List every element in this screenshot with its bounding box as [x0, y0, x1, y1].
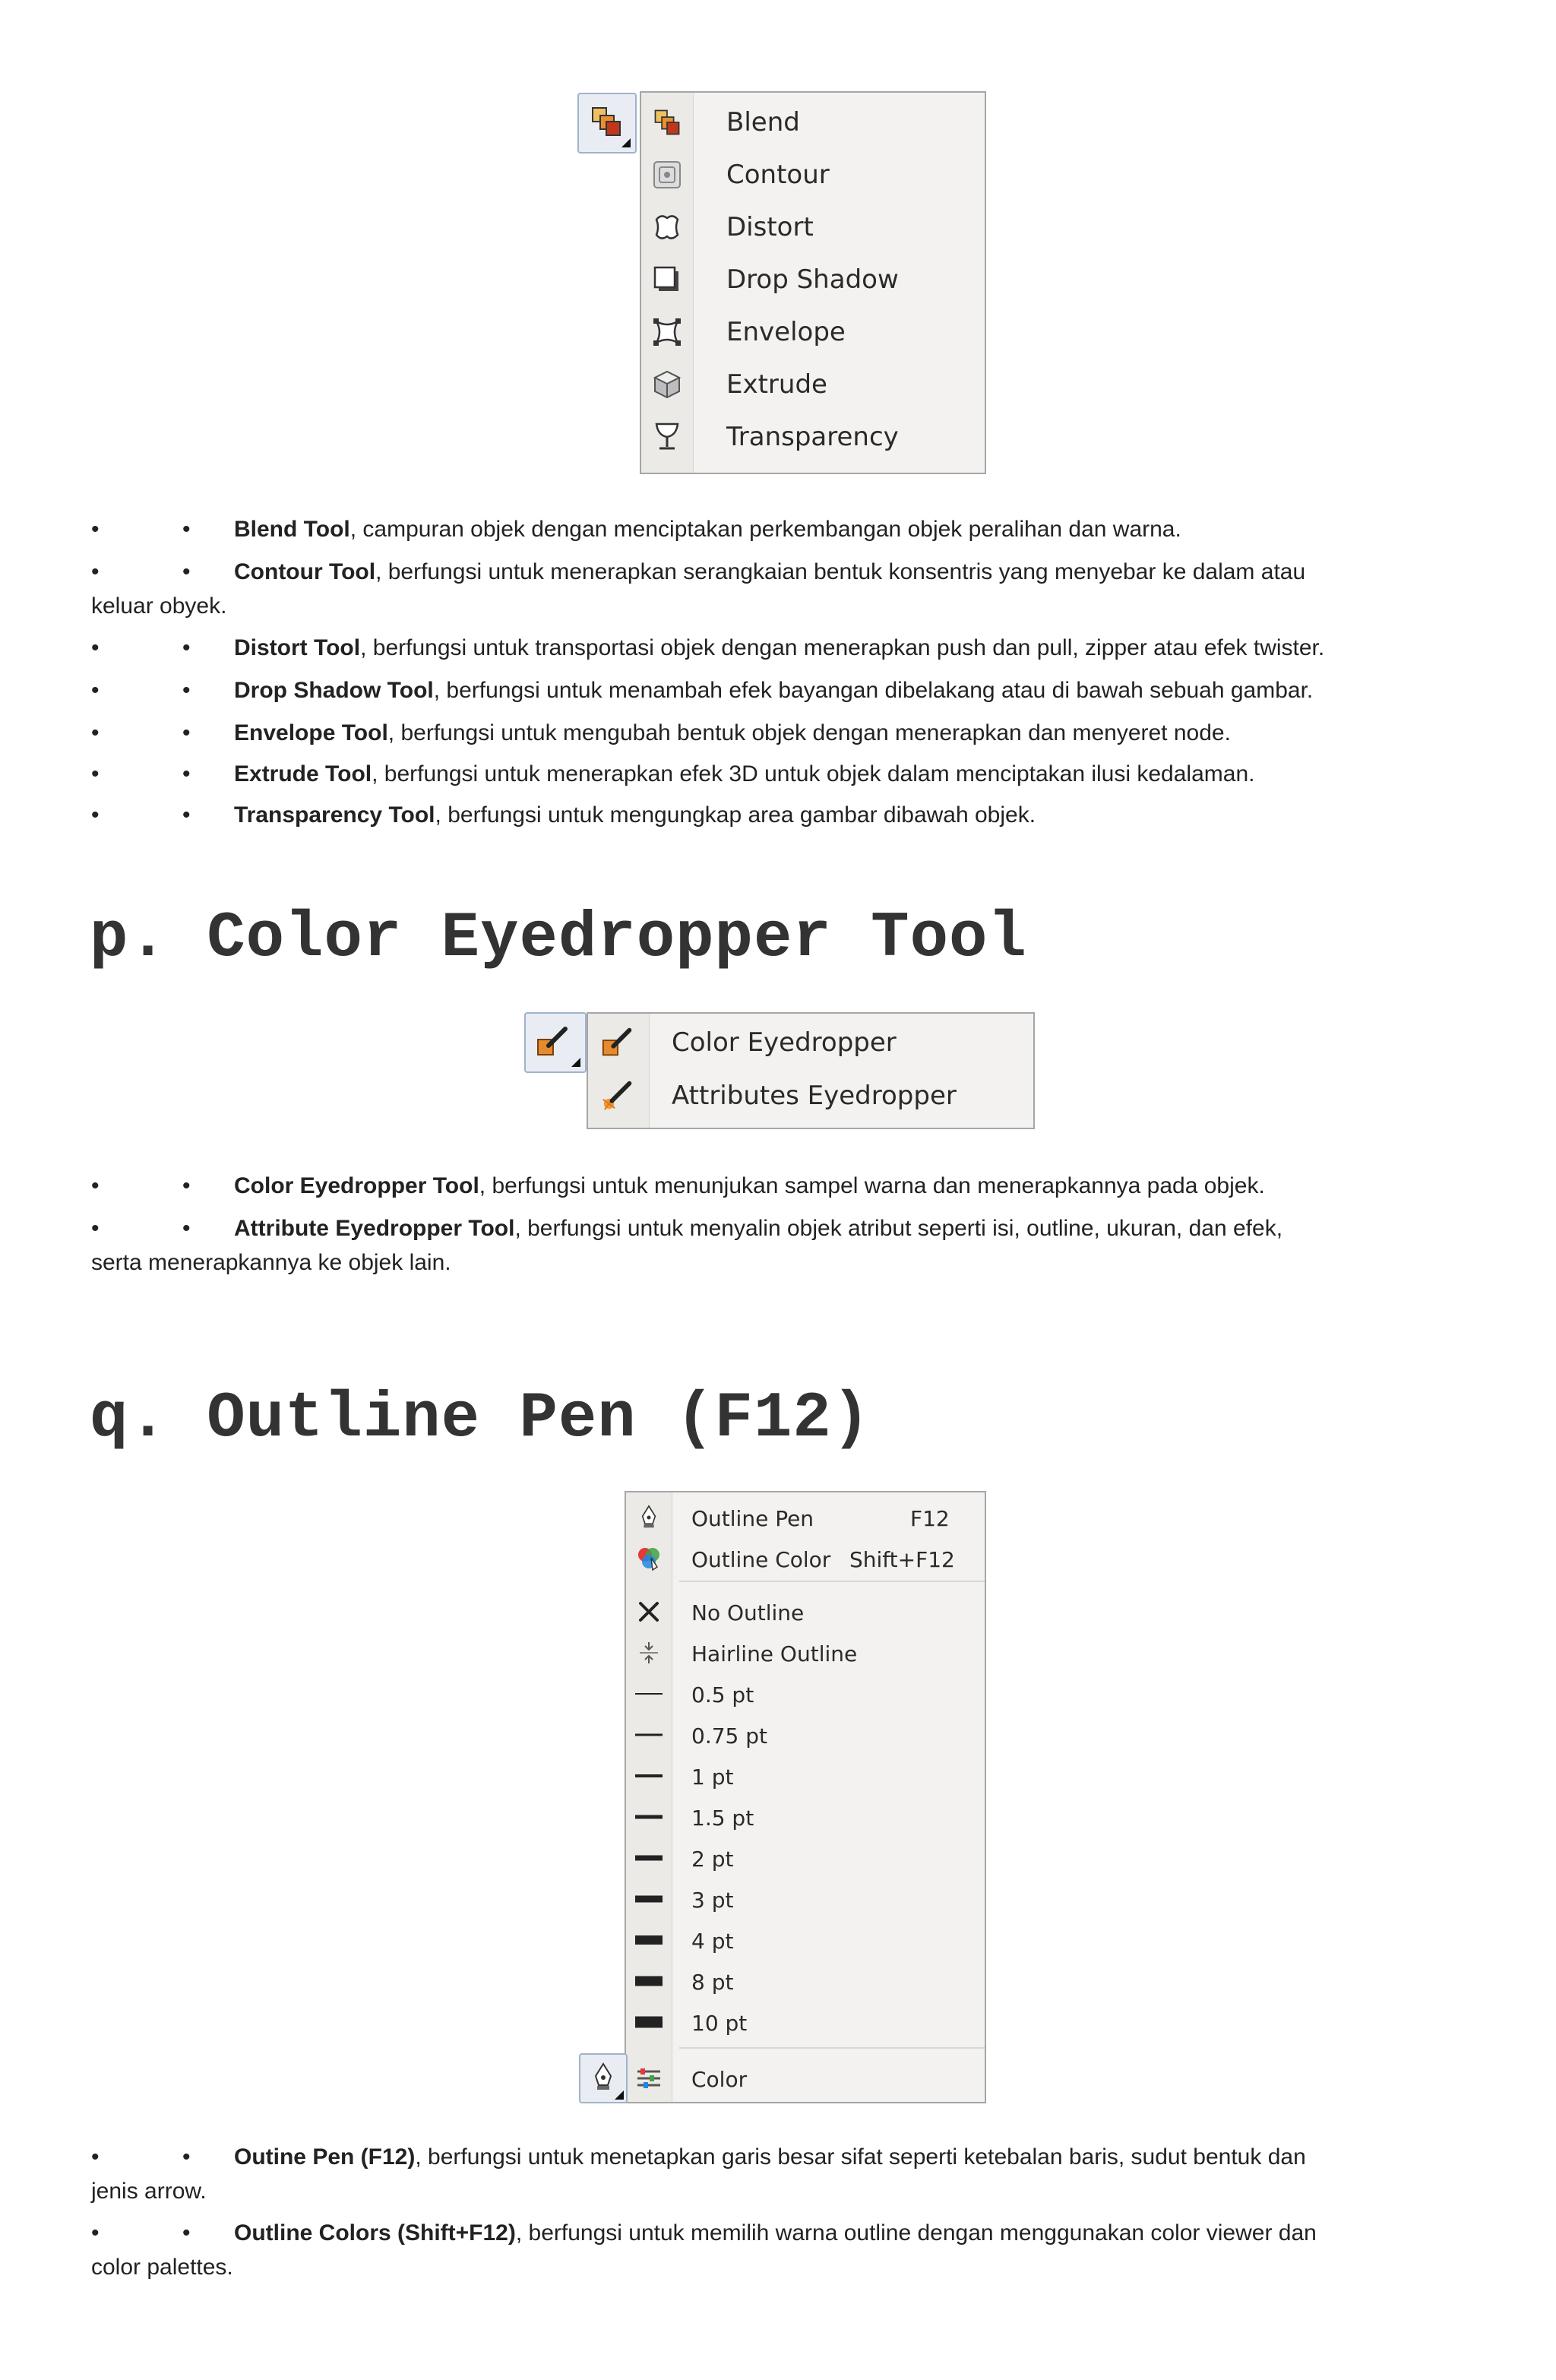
menu-item-label: Envelope	[726, 317, 846, 347]
line-weight-icon	[626, 1757, 672, 1795]
bullet-dot: •	[91, 517, 100, 542]
outline-color-icon	[626, 1540, 672, 1578]
menu-item-shortcut: Shift+F12	[849, 1547, 955, 1572]
menu-item-envelope[interactable]	[641, 307, 985, 357]
bullet-dot: •	[182, 1216, 191, 1241]
menu-item-hairline-outline[interactable]	[626, 1634, 985, 1672]
menu-item-label: Drop Shadow	[726, 264, 899, 295]
bullet-dot: •	[91, 635, 100, 660]
tool-description: , campuran objek dengan menciptakan perkembangan objek peralihan dan warna.	[349, 517, 1181, 542]
bullet-dot: •	[182, 761, 191, 786]
menu-item-no-outline[interactable]	[626, 1593, 985, 1631]
menu-item-blend[interactable]	[641, 97, 985, 147]
menu-item-label: Distort	[726, 212, 814, 242]
effects-tool-button[interactable]	[577, 93, 637, 153]
bullet-dot: •	[182, 559, 191, 584]
transparency-icon	[641, 412, 693, 462]
menu-item-outline-pen[interactable]	[626, 1499, 985, 1537]
bullet-dot: •	[182, 802, 191, 828]
menu-item-10-pt[interactable]	[626, 2003, 985, 2041]
menu-item-outline-color[interactable]	[626, 1540, 985, 1578]
menu-item-label: Outline Pen	[691, 1506, 814, 1531]
bullet-dot: •	[182, 678, 191, 703]
contour-icon	[641, 150, 693, 200]
menu-item-label: 0.5 pt	[691, 1682, 754, 1707]
menu-separator	[679, 2047, 985, 2049]
bullet-dot: •	[91, 1173, 100, 1198]
menu-item-extrude[interactable]	[641, 359, 985, 410]
section-heading-q: q. Outline Pen (F12)	[90, 1383, 871, 1455]
tool-description: , berfungsi untuk menerapkan serangkaian bentuk konsentris yang menyebar ke dalam atau	[375, 559, 1306, 584]
description-continuation: jenis arrow.	[91, 2179, 207, 2204]
menu-item-transparency[interactable]	[641, 412, 985, 462]
tool-term: Blend Tool	[234, 517, 350, 542]
attributes-eyedropper-icon	[588, 1070, 649, 1122]
menu-item-1-pt[interactable]	[626, 1757, 985, 1795]
menu-item-3-pt[interactable]	[626, 1880, 985, 1918]
distort-icon	[641, 202, 693, 252]
menu-item-attributes-eyedropper[interactable]	[588, 1070, 1033, 1122]
blend-icon	[641, 97, 693, 147]
menu-item-label: Color	[691, 2067, 748, 2092]
blend-icon	[590, 105, 623, 138]
tool-description: , berfungsi untuk mengungkap area gambar dibawah objek.	[435, 802, 1036, 828]
color-settings-icon	[626, 2059, 672, 2097]
description-continuation: color palettes.	[91, 2255, 233, 2280]
bullet-dot: •	[91, 1216, 100, 1241]
tool-term: Outine Pen (F12)	[234, 2144, 416, 2170]
menu-item-label: 10 pt	[691, 2011, 748, 2036]
eyedropper-flyout-menu	[587, 1012, 1035, 1129]
bullet-dot: •	[91, 559, 100, 584]
menu-item-label: 1 pt	[691, 1764, 734, 1790]
flyout-triangle-icon	[615, 2090, 624, 2100]
bullet-dot: •	[91, 678, 100, 703]
line-weight-icon	[626, 1839, 672, 1877]
envelope-icon	[641, 307, 693, 357]
tool-term: Contour Tool	[234, 559, 376, 584]
tool-description: , berfungsi untuk memilih warna outline dengan menggunakan color viewer dan	[515, 2220, 1317, 2245]
bullet-dot: •	[182, 720, 191, 745]
menu-item-color[interactable]	[626, 2059, 985, 2097]
menu-item-label: Color Eyedropper	[672, 1027, 897, 1058]
tool-term: Extrude Tool	[234, 761, 372, 786]
tool-term: Drop Shadow Tool	[234, 678, 434, 703]
menu-item-label: No Outline	[691, 1600, 805, 1625]
menu-item-label: Hairline Outline	[691, 1641, 858, 1666]
bullet-dot: •	[182, 635, 191, 660]
menu-item-label: Contour	[726, 160, 830, 190]
menu-item-label: 0.75 pt	[691, 1723, 767, 1749]
menu-item-label: 3 pt	[691, 1888, 734, 1913]
menu-item-label: 2 pt	[691, 1847, 734, 1872]
menu-item-label: 4 pt	[691, 1929, 734, 1954]
tool-term: Transparency Tool	[234, 802, 435, 828]
eyedropper-icon	[535, 1023, 573, 1061]
tool-term: Color Eyedropper Tool	[234, 1173, 479, 1198]
line-weight-icon	[626, 1962, 672, 2000]
tool-term: Envelope Tool	[234, 720, 388, 745]
tool-term: Outline Colors (Shift+F12)	[234, 2220, 516, 2245]
outline-pen-icon	[590, 2062, 617, 2093]
tool-term: Distort Tool	[234, 635, 361, 660]
menu-item-shortcut: F12	[910, 1506, 950, 1531]
bullet-dot: •	[182, 2144, 191, 2170]
effects-flyout-menu	[640, 91, 986, 474]
line-weight-icon	[626, 1798, 672, 1836]
description-continuation: keluar obyek.	[91, 593, 227, 619]
eyedropper-tool-button[interactable]	[524, 1012, 587, 1073]
tool-description: , berfungsi untuk menyalin objek atribut seperti isi, outline, ukuran, dan efek,	[514, 1216, 1283, 1241]
tool-description: , berfungsi untuk menetapkan garis besar sifat seperti ketebalan baris, sudut bentuk dan	[415, 2144, 1306, 2170]
menu-item-label: Blend	[726, 107, 800, 138]
description-continuation: serta menerapkannya ke objek lain.	[91, 1250, 451, 1275]
line-weight-icon	[626, 1880, 672, 1918]
line-weight-icon	[626, 2003, 672, 2041]
bullet-dot: •	[91, 720, 100, 745]
hairline-outline-icon	[626, 1634, 672, 1672]
flyout-triangle-icon	[621, 138, 631, 147]
tool-term: Attribute Eyedropper Tool	[234, 1216, 515, 1241]
outline-tool-button[interactable]	[579, 2053, 628, 2103]
bullet-dot: •	[182, 1173, 191, 1198]
menu-separator	[679, 1581, 985, 1582]
flyout-triangle-icon	[571, 1058, 580, 1067]
tool-description: , berfungsi untuk transportasi objek dengan menerapkan push dan pull, zipper atau efek twister.	[360, 635, 1325, 660]
menu-item-0-75-pt[interactable]	[626, 1716, 985, 1754]
menu-item-label: Transparency	[726, 422, 899, 452]
menu-item-label: Outline Color	[691, 1547, 831, 1572]
menu-item-1-5-pt[interactable]	[626, 1798, 985, 1836]
tool-description: , berfungsi untuk menerapkan efek 3D untuk objek dalam menciptakan ilusi kedalaman.	[372, 761, 1255, 786]
menu-item-color-eyedropper[interactable]	[588, 1017, 1033, 1068]
color-eyedropper-icon	[588, 1017, 649, 1068]
bullet-dot: •	[91, 802, 100, 828]
outline-pen-icon	[626, 1499, 672, 1537]
tool-description: , berfungsi untuk mengubah bentuk objek dengan menerapkan dan menyeret node.	[387, 720, 1231, 745]
menu-item-2-pt[interactable]	[626, 1839, 985, 1877]
bullet-dot: •	[182, 517, 191, 542]
menu-item-8-pt[interactable]	[626, 1962, 985, 2000]
menu-item-0-5-pt[interactable]	[626, 1675, 985, 1713]
line-weight-icon	[626, 1675, 672, 1713]
section-heading-p: p. Color Eyedropper Tool	[90, 903, 1027, 975]
menu-item-contour[interactable]	[641, 150, 985, 200]
menu-item-drop-shadow[interactable]	[641, 255, 985, 305]
outline-flyout-menu	[625, 1491, 986, 2103]
bullet-dot: •	[182, 2220, 191, 2245]
menu-item-label: Extrude	[726, 369, 827, 400]
extrude-icon	[641, 359, 693, 410]
bullet-dot: •	[91, 2144, 100, 2170]
menu-item-distort[interactable]	[641, 202, 985, 252]
tool-description: , berfungsi untuk menunjukan sampel warna dan menerapkannya pada objek.	[479, 1173, 1265, 1198]
menu-item-label: 1.5 pt	[691, 1806, 754, 1831]
menu-item-label: Attributes Eyedropper	[672, 1081, 957, 1111]
tool-description: , berfungsi untuk menambah efek bayangan dibelakang atau di bawah sebuah gambar.	[433, 678, 1314, 703]
bullet-dot: •	[91, 761, 100, 786]
menu-item-label: 8 pt	[691, 1970, 734, 1995]
drop-shadow-icon	[641, 255, 693, 305]
bullet-dot: •	[91, 2220, 100, 2245]
line-weight-icon	[626, 1921, 672, 1959]
menu-item-4-pt[interactable]	[626, 1921, 985, 1959]
line-weight-icon	[626, 1716, 672, 1754]
no-outline-icon	[626, 1593, 672, 1631]
